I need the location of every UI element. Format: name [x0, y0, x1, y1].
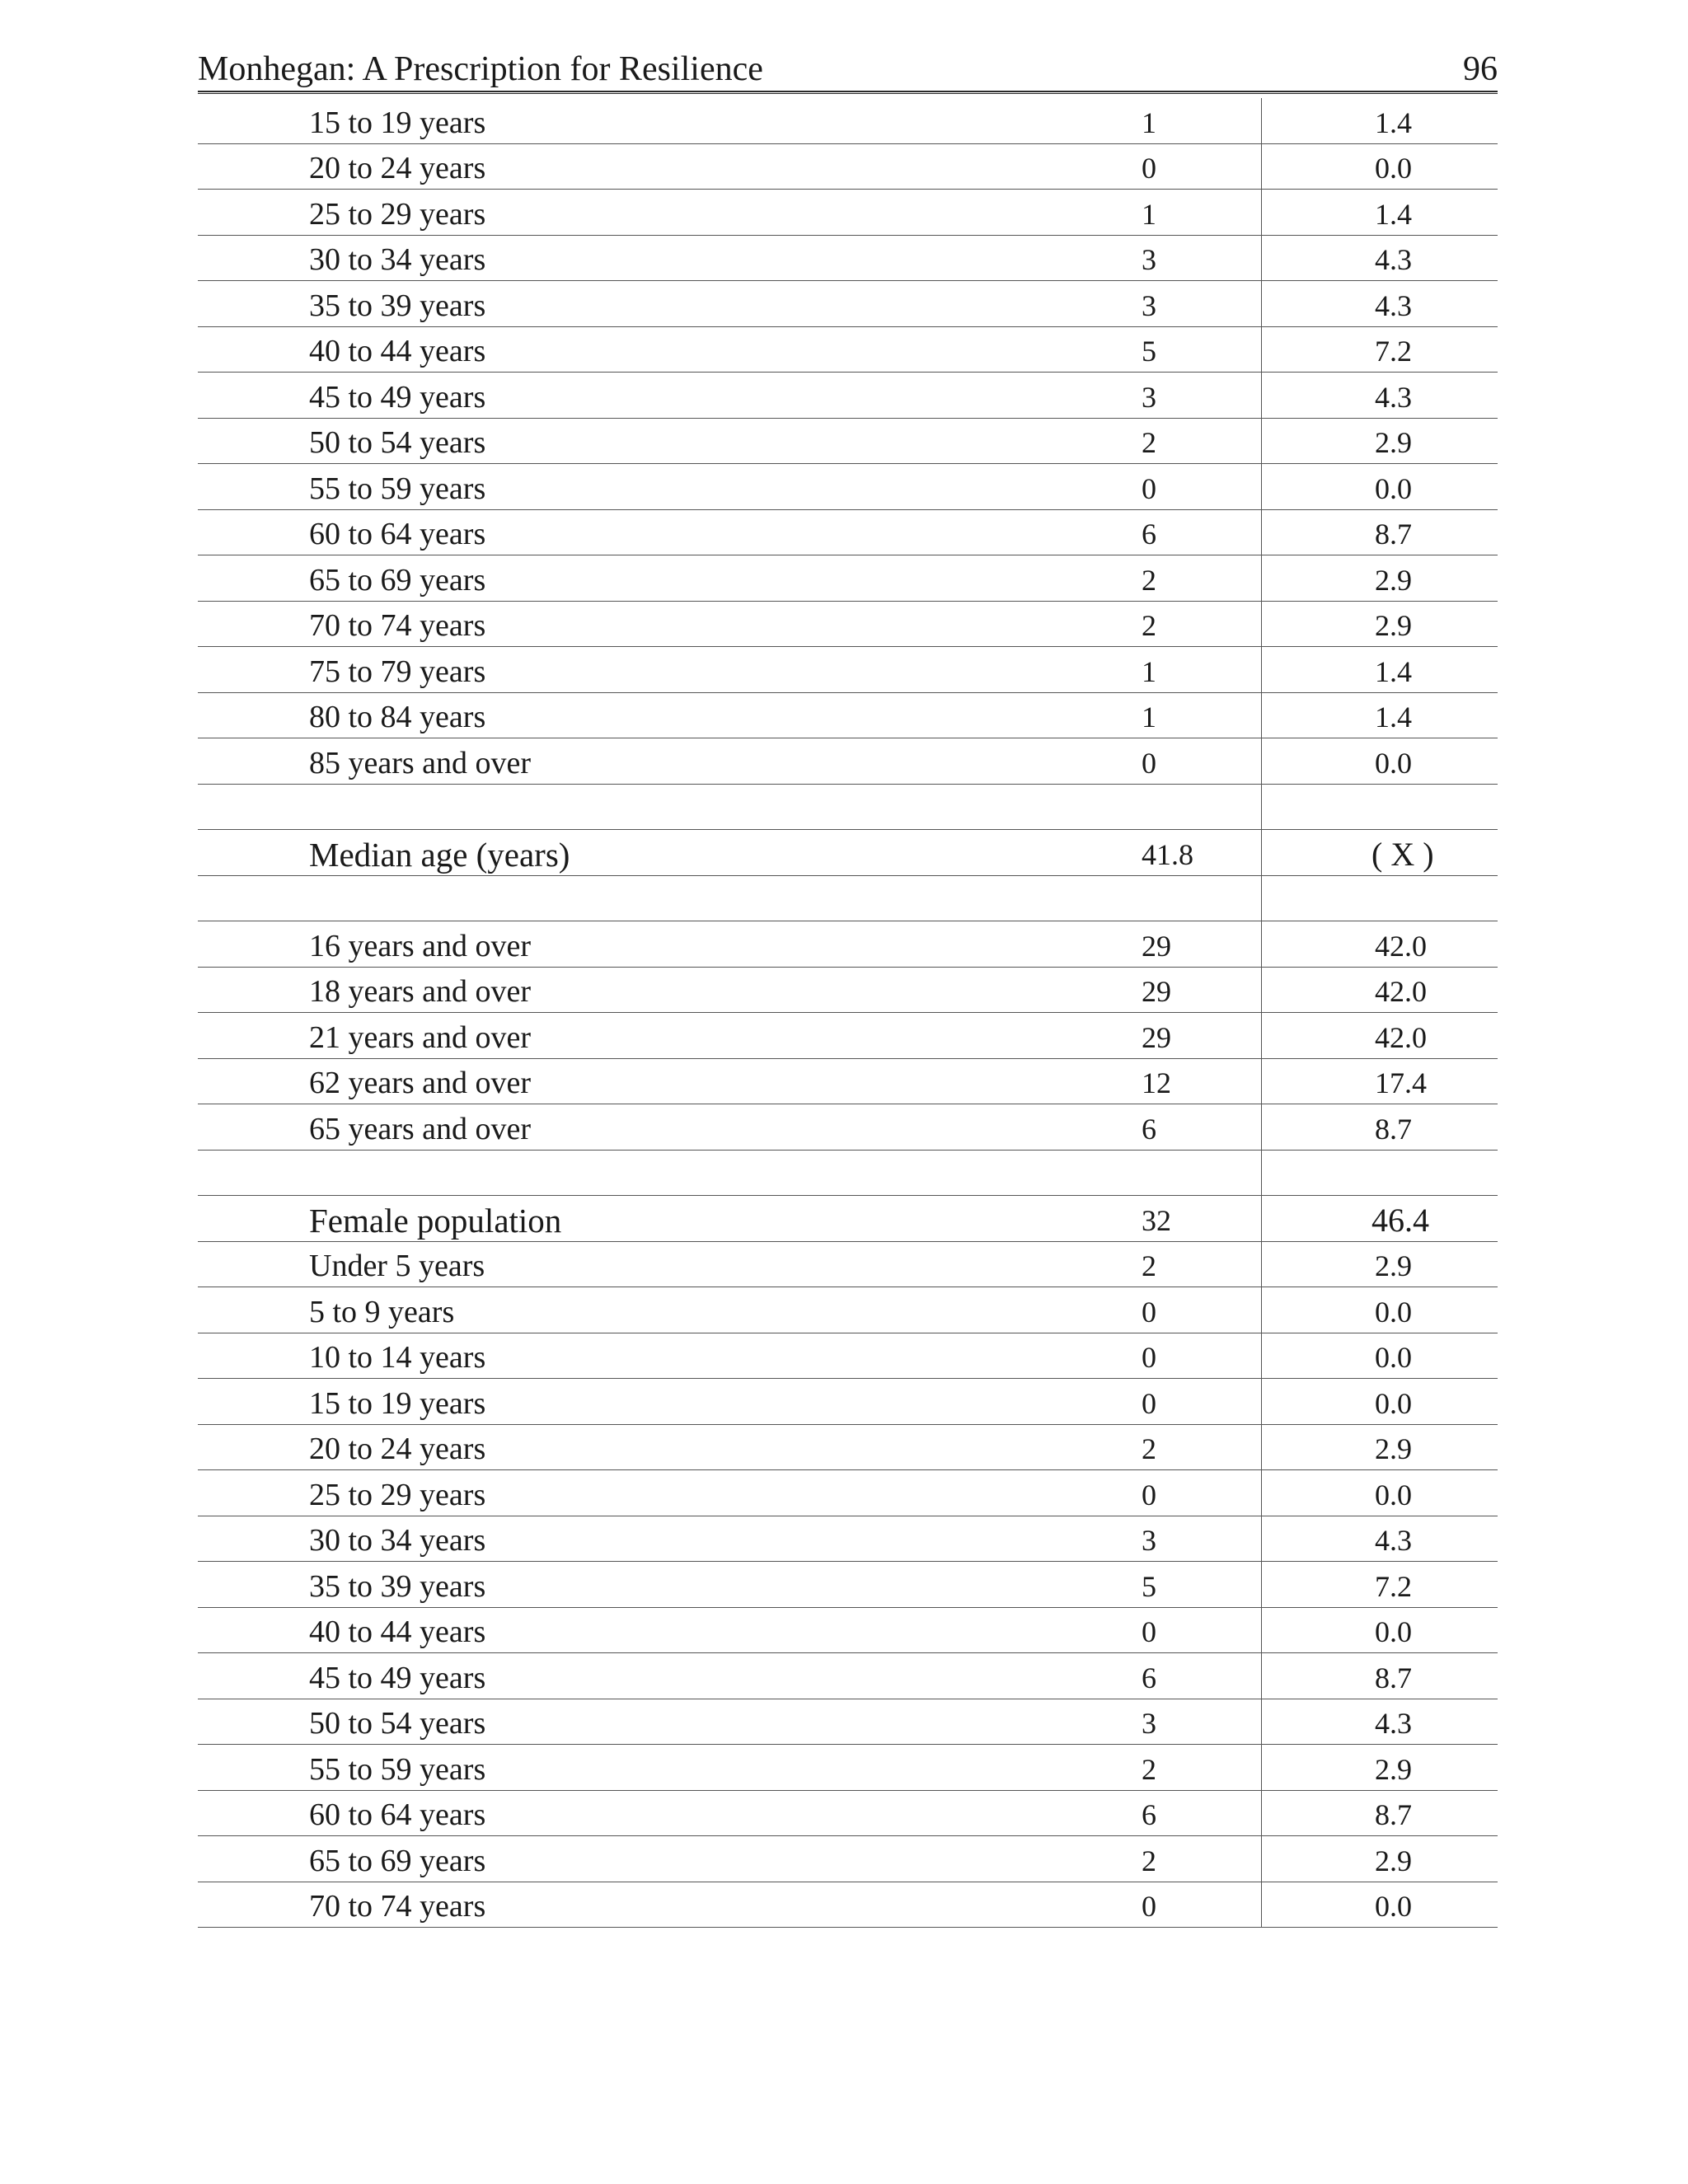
row-count: 2: [1142, 563, 1156, 597]
row-count: 29: [1142, 929, 1171, 963]
row-count: 1: [1142, 105, 1156, 139]
row-count: 2: [1142, 1752, 1156, 1786]
table-row: [198, 190, 1498, 236]
row-percent: 4.3: [1375, 1707, 1412, 1740]
row-count: 0: [1142, 152, 1156, 185]
row-percent: 0.0: [1375, 471, 1412, 505]
table-row: [198, 281, 1498, 327]
row-count: 0: [1142, 1890, 1156, 1923]
row-percent: 17.4: [1375, 1066, 1427, 1099]
row-percent: 0.0: [1375, 1615, 1412, 1648]
table-row: [198, 1333, 1498, 1380]
row-count: 0: [1142, 1341, 1156, 1374]
table-row: [198, 1379, 1498, 1425]
row-count: 6: [1142, 1112, 1156, 1146]
row-percent: 2.9: [1375, 1432, 1412, 1465]
table-row: [198, 144, 1498, 190]
page-header: [198, 43, 1498, 92]
row-label: 62 years and over: [309, 1066, 532, 1100]
row-percent: 0.0: [1375, 1890, 1412, 1923]
table-row: [198, 602, 1498, 648]
table-row: [198, 1059, 1498, 1105]
row-label: 65 to 69 years: [309, 1843, 486, 1878]
row-label: Female population: [309, 1201, 562, 1240]
row-label: 35 to 39 years: [309, 1568, 486, 1604]
row-count: 0: [1142, 746, 1156, 780]
row-label: 60 to 64 years: [309, 517, 486, 551]
row-label: 40 to 44 years: [309, 334, 486, 368]
running-title: Monhegan: A Prescription for Resilience: [198, 50, 763, 88]
row-label: 35 to 39 years: [309, 288, 486, 323]
row-percent: 4.3: [1375, 288, 1412, 322]
row-percent: 42.0: [1375, 929, 1427, 963]
row-label: 25 to 29 years: [309, 1477, 486, 1512]
row-label: 65 to 69 years: [309, 562, 486, 598]
row-percent: ( X ): [1372, 835, 1434, 873]
table-row: [198, 1242, 1498, 1288]
row-percent: 1.4: [1375, 701, 1412, 733]
row-percent: 2.9: [1375, 1249, 1412, 1282]
table-row: [198, 373, 1498, 419]
row-percent: 2.9: [1375, 1844, 1412, 1877]
row-label: 60 to 64 years: [309, 1797, 486, 1832]
row-count: 1: [1142, 654, 1156, 688]
row-label: 50 to 54 years: [309, 1706, 486, 1741]
row-label: 30 to 34 years: [309, 242, 486, 277]
row-label: 70 to 74 years: [309, 608, 486, 643]
row-count: 3: [1142, 288, 1156, 322]
row-label: 20 to 24 years: [309, 1432, 486, 1466]
table-row: [198, 647, 1498, 693]
row-label: 75 to 79 years: [309, 654, 486, 689]
row-label: 80 to 84 years: [309, 700, 486, 734]
table-row: [198, 1791, 1498, 1837]
row-count: 3: [1142, 1524, 1156, 1557]
row-percent: 0.0: [1375, 152, 1412, 185]
row-label: 40 to 44 years: [309, 1615, 486, 1649]
row-percent: 2.9: [1375, 609, 1412, 642]
row-percent: 1.4: [1375, 197, 1412, 231]
row-count: 29: [1142, 975, 1171, 1008]
table-row: [198, 1562, 1498, 1608]
row-count: 3: [1142, 243, 1156, 276]
row-count: 2: [1142, 1844, 1156, 1877]
table-row-blank: [198, 876, 1498, 922]
row-percent: 1.4: [1375, 105, 1412, 139]
row-label: 55 to 59 years: [309, 471, 486, 506]
row-count: 2: [1142, 426, 1156, 459]
page-number: 96: [1463, 50, 1498, 88]
row-label: 18 years and over: [309, 974, 532, 1009]
row-label: 45 to 49 years: [309, 1660, 486, 1695]
row-percent: 1.4: [1375, 654, 1412, 688]
table-row: [198, 1196, 1498, 1242]
row-count: 0: [1142, 1386, 1156, 1420]
header-rule: [198, 93, 1498, 94]
table-row: [198, 236, 1498, 282]
row-count: 0: [1142, 471, 1156, 505]
table-row: [198, 968, 1498, 1014]
table-row: [198, 510, 1498, 556]
row-count: 2: [1142, 1249, 1156, 1282]
table-row: [198, 1013, 1498, 1059]
age-distribution-table: [198, 98, 1498, 1928]
row-count: 6: [1142, 518, 1156, 551]
row-count: 2: [1142, 609, 1156, 642]
row-percent: 4.3: [1375, 380, 1412, 414]
row-count: 2: [1142, 1432, 1156, 1465]
row-label: 10 to 14 years: [309, 1340, 486, 1375]
row-count: 0: [1142, 1295, 1156, 1329]
row-percent: 4.3: [1375, 243, 1412, 276]
table-row: [198, 1745, 1498, 1791]
row-label: 25 to 29 years: [309, 196, 486, 232]
row-percent: 0.0: [1375, 1341, 1412, 1374]
table-row: [198, 555, 1498, 602]
table-row: [198, 921, 1498, 968]
row-percent: 42.0: [1375, 1020, 1427, 1054]
row-count: 6: [1142, 1661, 1156, 1694]
row-percent: 0.0: [1375, 1386, 1412, 1420]
row-percent: 7.2: [1375, 1569, 1412, 1603]
row-label: 21 years and over: [309, 1019, 532, 1055]
table-row: [198, 419, 1498, 465]
row-count: 5: [1142, 335, 1156, 368]
table-row: [198, 830, 1498, 876]
table-row: [198, 327, 1498, 373]
row-count: 0: [1142, 1615, 1156, 1648]
row-percent: 8.7: [1375, 1112, 1412, 1146]
table-row: [198, 1104, 1498, 1151]
row-label: 15 to 19 years: [309, 105, 486, 140]
row-label: 85 years and over: [309, 745, 532, 780]
row-count: 6: [1142, 1798, 1156, 1831]
row-count: 1: [1142, 701, 1156, 733]
row-percent: 8.7: [1375, 1661, 1412, 1694]
row-count: 12: [1142, 1066, 1171, 1099]
table-row-blank: [198, 1151, 1498, 1197]
table-row: [198, 1653, 1498, 1699]
table-row: [198, 1699, 1498, 1746]
row-label: 30 to 34 years: [309, 1523, 486, 1558]
table-row: [198, 1882, 1498, 1929]
row-percent: 4.3: [1375, 1524, 1412, 1557]
table-row: [198, 1287, 1498, 1333]
table-row: [198, 693, 1498, 739]
table-row: [198, 464, 1498, 510]
table-row: [198, 738, 1498, 785]
table-row: [198, 98, 1498, 144]
row-label: 70 to 74 years: [309, 1889, 486, 1924]
row-percent: 0.0: [1375, 1295, 1412, 1329]
row-percent: 8.7: [1375, 1798, 1412, 1831]
row-count: 32: [1142, 1203, 1171, 1237]
row-count: 3: [1142, 380, 1156, 414]
row-percent: 0.0: [1375, 1478, 1412, 1511]
row-label: 5 to 9 years: [309, 1294, 455, 1329]
row-percent: 42.0: [1375, 975, 1427, 1008]
table-row-blank: [198, 785, 1498, 831]
row-count: 0: [1142, 1478, 1156, 1511]
row-label: Median age (years): [309, 835, 570, 874]
row-count: 1: [1142, 197, 1156, 231]
row-label: Under 5 years: [309, 1249, 485, 1283]
row-label: 50 to 54 years: [309, 425, 486, 460]
table-row: [198, 1470, 1498, 1516]
row-label: 20 to 24 years: [309, 151, 486, 185]
row-label: 16 years and over: [309, 928, 532, 963]
row-percent: 2.9: [1375, 563, 1412, 597]
row-label: 65 years and over: [309, 1111, 532, 1146]
row-percent: 46.4: [1372, 1201, 1429, 1239]
row-count: 3: [1142, 1707, 1156, 1740]
row-count: 29: [1142, 1020, 1171, 1054]
row-percent: 2.9: [1375, 426, 1412, 459]
row-percent: 8.7: [1375, 518, 1412, 551]
row-percent: 7.2: [1375, 335, 1412, 368]
row-percent: 0.0: [1375, 746, 1412, 780]
table-row: [198, 1608, 1498, 1654]
row-count: 5: [1142, 1569, 1156, 1603]
table-row: [198, 1836, 1498, 1882]
row-label: 15 to 19 years: [309, 1385, 486, 1421]
row-label: 45 to 49 years: [309, 379, 486, 415]
table-row: [198, 1516, 1498, 1563]
table-row: [198, 1425, 1498, 1471]
row-label: 55 to 59 years: [309, 1751, 486, 1787]
row-count: 41.8: [1142, 837, 1193, 871]
row-percent: 2.9: [1375, 1752, 1412, 1786]
